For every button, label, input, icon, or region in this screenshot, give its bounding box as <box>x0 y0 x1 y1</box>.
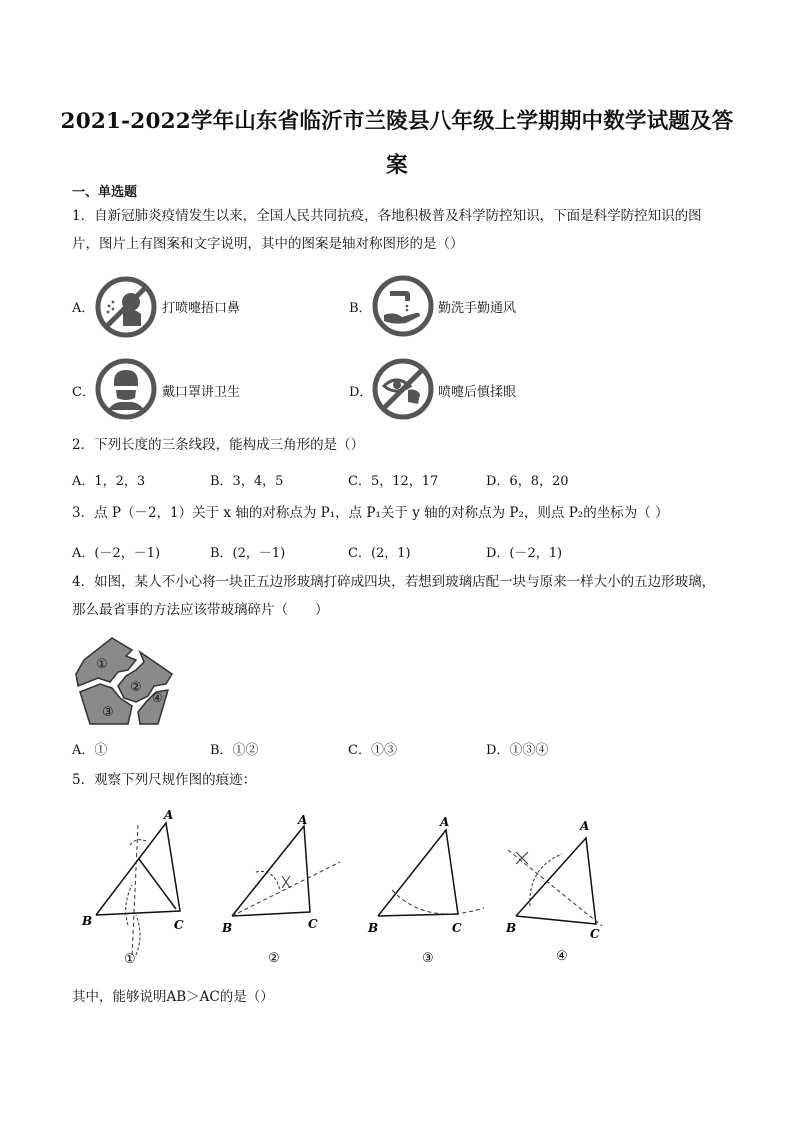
fig4-number: ④ <box>556 949 568 964</box>
construction-figure-2 <box>218 810 348 970</box>
fig1-label-b: B <box>82 914 93 928</box>
mask-icon <box>95 358 157 420</box>
q3-option-a[interactable]: A．(－2，－1) <box>72 546 161 561</box>
question-4 <box>72 568 732 624</box>
fig2-label-a: A <box>298 813 308 827</box>
no-eye-rub-icon <box>372 358 434 420</box>
q2-option-b[interactable]: B．3，4，5 <box>210 474 284 489</box>
page-title <box>40 100 754 188</box>
fig1-label-a: A <box>164 808 174 822</box>
question-3: 3．点 P（－2，1）关于 x 轴的对称点为 P₁，点 P₁关于 y 轴的对称点为 P₂，则点 P₂的坐标为（ ） <box>72 505 669 521</box>
fig3-label-b: B <box>368 921 379 935</box>
question-1-line-2: 片，图片上有图案和文字说明，其中的图案是轴对称图形的是（） <box>72 236 464 252</box>
q1-option-d-label[interactable]: D． <box>349 385 373 400</box>
q1-option-c-label[interactable]: C． <box>72 385 95 400</box>
title-line-1: 2021-2022学年山东省临沂市兰陵县八年级上学期期中数学试题及答 <box>60 109 734 134</box>
fig3-label-c: C <box>452 921 462 935</box>
construction-figure-3 <box>366 810 496 970</box>
q1-option-a-caption: 打喷嚏捂口鼻 <box>162 301 241 316</box>
question-1-line-1: 1．自新冠肺炎疫情发生以来，全国人民共同抗疫，各地积极普及科学防控知识，下面是科学防控知识的图 <box>72 208 702 224</box>
q1-option-b-label[interactable]: B． <box>349 301 372 316</box>
question-4-line-2: 那么最省事的方法应该带玻璃碎片（ ） <box>72 602 329 618</box>
question-4-line-1: 4．如图，某人不小心将一块正五边形玻璃打碎成四块，若想到玻璃店配一块与原来一样大小的五边形玻璃， <box>72 574 716 590</box>
piece-label-1: ① <box>96 657 108 672</box>
fig2-label-c: C <box>308 917 318 931</box>
fig2-label-b: B <box>222 921 233 935</box>
fig2-number: ② <box>268 951 280 966</box>
fig3-number: ③ <box>422 951 434 966</box>
q1-option-b-caption: 勤洗手勤通风 <box>438 301 517 316</box>
q3-option-d[interactable]: D．(－2，1) <box>486 546 563 561</box>
question-5: 5．观察下列尺规作图的痕迹： <box>72 772 257 788</box>
q1-option-d-caption: 喷嚏后慎揉眼 <box>438 385 517 400</box>
fig1-number: ① <box>124 952 136 967</box>
hand-wash-icon <box>372 275 434 337</box>
broken-pentagon-figure <box>74 636 178 728</box>
question-2: 2．下列长度的三条线段，能构成三角形的是（） <box>72 437 365 453</box>
fig3-label-a: A <box>440 815 450 829</box>
fig4-label-b: B <box>506 921 517 935</box>
question-1 <box>72 202 732 258</box>
q4-option-a[interactable]: A．① <box>72 743 108 758</box>
q1-option-c-caption: 戴口罩讲卫生 <box>162 385 241 400</box>
construction-figure-4 <box>502 816 622 966</box>
piece-label-2: ② <box>130 680 142 695</box>
q2-option-a[interactable]: A．1，2，3 <box>72 474 146 489</box>
construction-figure-1 <box>76 805 196 970</box>
q1-option-a-label[interactable]: A． <box>72 301 95 316</box>
q4-option-d[interactable]: D．①③④ <box>486 743 549 758</box>
title-line-2: 案 <box>386 153 408 178</box>
q4-option-c[interactable]: C．①③ <box>348 743 397 758</box>
no-sneeze-icon <box>95 276 157 338</box>
fig4-label-c: C <box>590 927 600 941</box>
q3-option-c[interactable]: C．(2，1) <box>348 546 411 561</box>
piece-label-4: ④ <box>152 691 163 705</box>
q2-option-c[interactable]: C．5，12，17 <box>348 474 439 489</box>
q2-option-d[interactable]: D．6，8，20 <box>486 474 569 489</box>
q3-option-b[interactable]: B．(2，－1) <box>210 546 286 561</box>
piece-label-3: ③ <box>102 705 114 720</box>
fig1-label-c: C <box>174 918 184 932</box>
question-5-prompt: 其中，能够说明AB＞AC的是（） <box>72 989 274 1005</box>
q4-option-b[interactable]: B．①② <box>210 743 259 758</box>
fig4-label-a: A <box>580 819 590 833</box>
section-heading: 一、单选题 <box>72 185 138 200</box>
